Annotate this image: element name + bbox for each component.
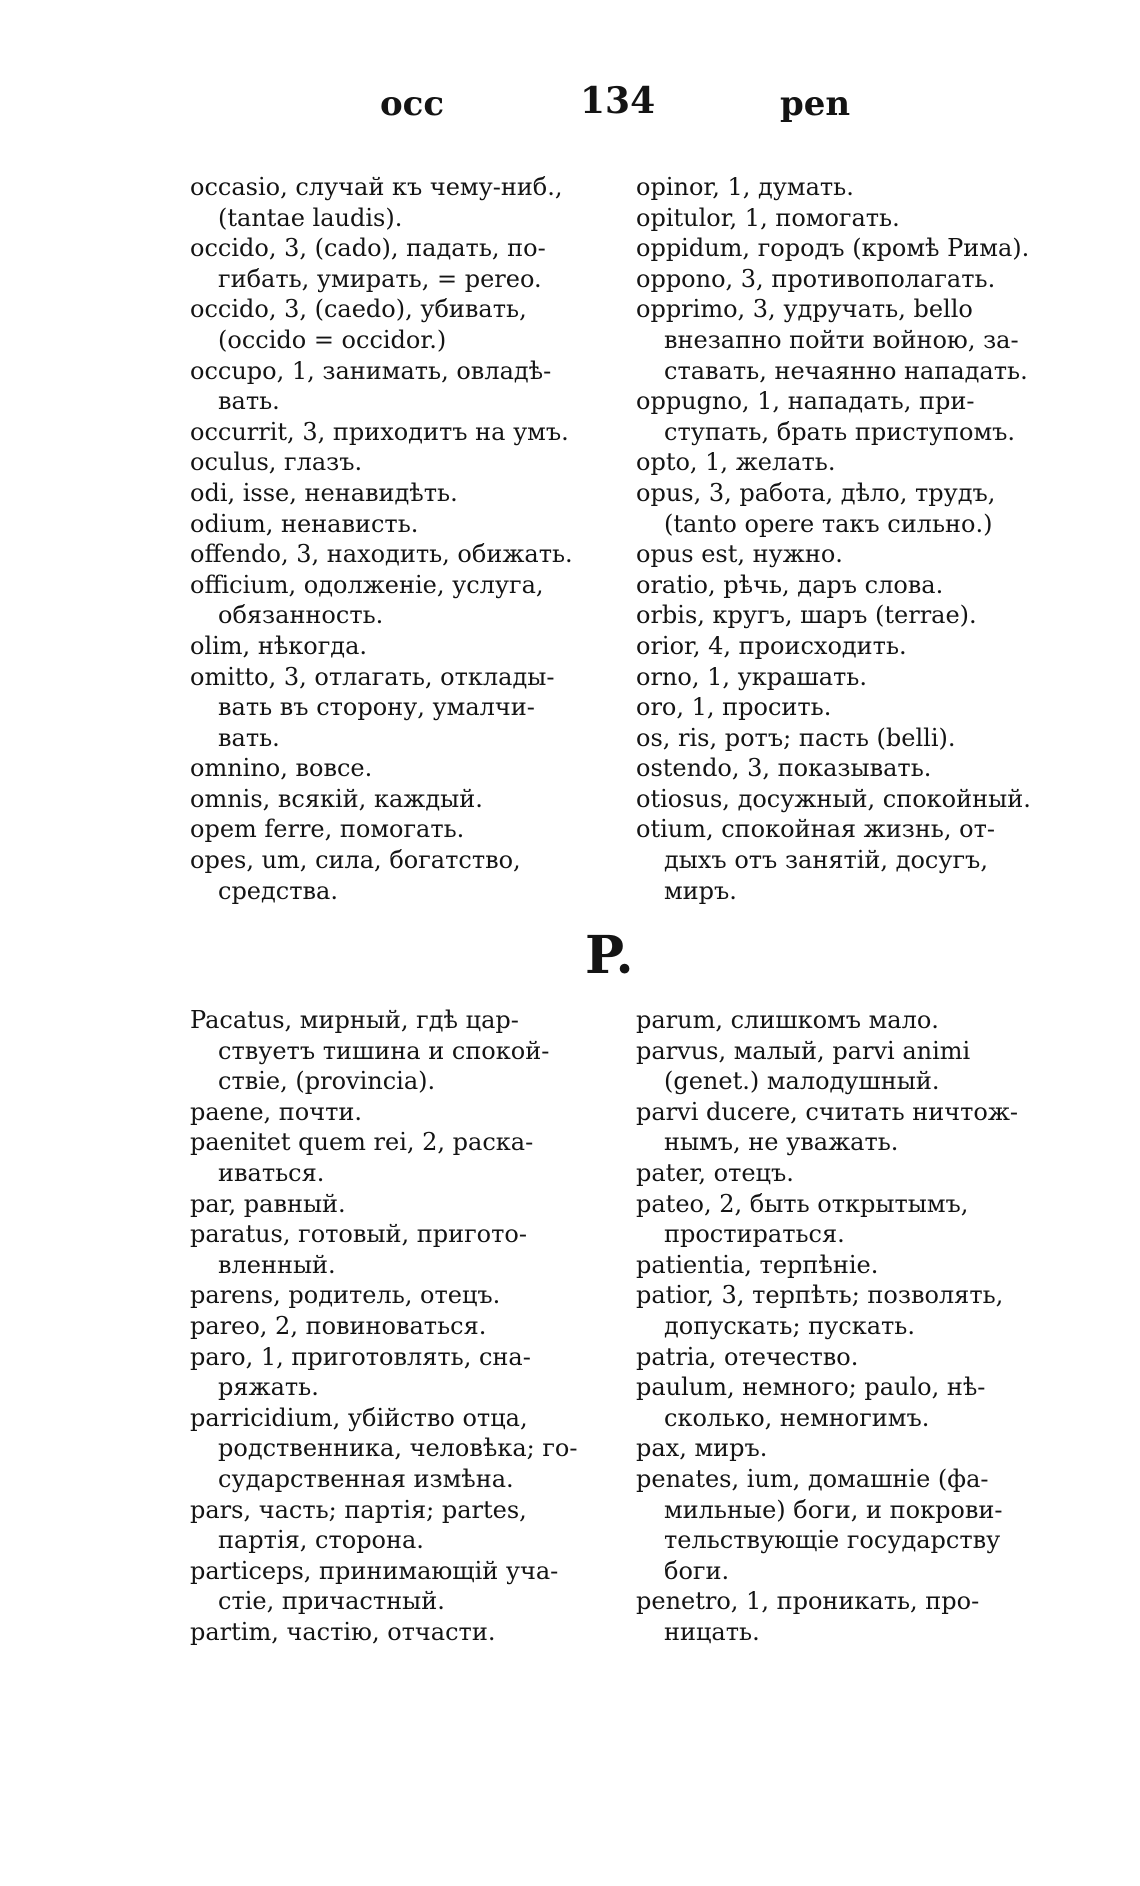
- entry-headline: omitto, 3, отлагать, отклады-: [190, 662, 555, 691]
- entry-headline: penates, ium, домашніе (фа-: [636, 1464, 989, 1493]
- column-bottom-left: [190, 1005, 595, 1647]
- entry-headline: occurrit, 3, приходитъ на умъ.: [190, 417, 569, 446]
- dictionary-entry: [190, 784, 595, 815]
- dictionary-entry: [190, 539, 595, 570]
- entry-continuation: ствіе, (provincia).: [218, 1067, 436, 1096]
- dictionary-entry: [190, 1495, 595, 1556]
- entry-headline: pars, часть; партія; partes,: [190, 1495, 527, 1524]
- entry-headline: orior, 4, происходить.: [636, 631, 907, 660]
- entry-headline: patria, отечество.: [636, 1342, 859, 1371]
- section-letter: P.: [585, 925, 634, 986]
- dictionary-entry: [636, 814, 1046, 906]
- entry-headline: oculus, глазъ.: [190, 448, 363, 477]
- entry-headline: otium, спокойная жизнь, от-: [636, 815, 995, 844]
- dictionary-entry: [190, 1342, 595, 1403]
- page-header: [0, 70, 1140, 130]
- header-right-guideword: pen: [780, 84, 851, 124]
- dictionary-entry: [190, 631, 595, 662]
- entry-headline: opto, 1, желать.: [636, 448, 836, 477]
- dictionary-entry: [636, 1280, 1046, 1341]
- entry-continuation: (occido = occidor.): [218, 325, 447, 354]
- entry-headline: occido, 3, (cado), падать, по-: [190, 234, 546, 263]
- column-top-left: [190, 172, 595, 906]
- entry-headline: opinor, 1, думать.: [636, 173, 854, 201]
- dictionary-entry: [636, 233, 1046, 264]
- dictionary-entry: [636, 478, 1046, 539]
- entry-headline: penetro, 1, проникать, про-: [636, 1587, 980, 1616]
- entry-continuation: ступать, брать приступомъ.: [664, 417, 1016, 446]
- entry-continuation: миръ.: [664, 876, 737, 905]
- entry-continuation: допускать; пускать.: [664, 1311, 915, 1340]
- entry-headline: odium, ненависть.: [190, 509, 419, 538]
- dictionary-entry: [190, 570, 595, 631]
- dictionary-entry: [636, 662, 1046, 693]
- entry-headline: particeps, принимающій уча-: [190, 1556, 559, 1585]
- dictionary-entry: [636, 1158, 1046, 1189]
- entry-headline: oppugno, 1, нападать, при-: [636, 387, 975, 416]
- entry-continuation: обязанность.: [218, 601, 384, 630]
- dictionary-entry: [636, 264, 1046, 295]
- dictionary-entry: [636, 1464, 1046, 1586]
- entry-headline: opes, um, сила, богатство,: [190, 846, 521, 875]
- dictionary-entry: [636, 631, 1046, 662]
- dictionary-entry: [636, 1372, 1046, 1433]
- entry-continuation: партія, сторона.: [218, 1526, 424, 1555]
- dictionary-entry: [636, 1586, 1046, 1647]
- entry-continuation: стіе, причастный.: [218, 1587, 445, 1616]
- entry-headline: parvi ducere, считать ничтож-: [636, 1097, 1019, 1126]
- entry-headline: Pacatus, мирный, гдѣ цар-: [190, 1006, 519, 1034]
- dictionary-entry: [636, 600, 1046, 631]
- entry-headline: paro, 1, приготовлять, сна-: [190, 1342, 531, 1371]
- entry-headline: offendo, 3, находить, обижать.: [190, 540, 573, 569]
- entry-headline: os, ris, ротъ; пасть (belli).: [636, 723, 956, 752]
- dictionary-entry: [190, 294, 595, 355]
- entry-continuation: иваться.: [218, 1158, 325, 1187]
- dictionary-entry: [636, 294, 1046, 386]
- header-left-guideword: occ: [380, 84, 445, 124]
- dictionary-entry: [636, 570, 1046, 601]
- entry-headline: paulum, немного; paulo, нѣ-: [636, 1373, 986, 1402]
- entry-continuation: вать.: [218, 387, 280, 416]
- dictionary-entry: [636, 1189, 1046, 1250]
- dictionary-entry: [190, 1617, 595, 1648]
- entry-headline: par, равный.: [190, 1189, 346, 1218]
- dictionary-entry: [190, 662, 595, 754]
- entry-headline: partim, частію, отчасти.: [190, 1617, 496, 1646]
- entry-headline: opitulor, 1, помогать.: [636, 203, 900, 232]
- dictionary-entry: [190, 1219, 595, 1280]
- entry-continuation: ницать.: [664, 1617, 760, 1646]
- dictionary-entry: [190, 845, 595, 906]
- entry-continuation: тельствующіе государству: [664, 1526, 1001, 1555]
- dictionary-entry: [190, 1189, 595, 1220]
- dictionary-entry: [190, 1097, 595, 1128]
- dictionary-entry: [190, 1556, 595, 1617]
- dictionary-entry: [190, 1127, 595, 1188]
- dictionary-entry: [190, 417, 595, 448]
- dictionary-entry: [190, 1403, 595, 1495]
- column-bottom-right: [636, 1005, 1046, 1647]
- dictionary-entry: [190, 1005, 595, 1097]
- entry-headline: omnino, вовсе.: [190, 754, 373, 783]
- dictionary-entry: [636, 1433, 1046, 1464]
- dictionary-entry: [636, 203, 1046, 234]
- entry-headline: oppono, 3, противополагать.: [636, 264, 996, 293]
- dictionary-entry: [636, 539, 1046, 570]
- entry-headline: omnis, всякій, каждый.: [190, 784, 483, 813]
- dictionary-entry: [636, 1342, 1046, 1373]
- entry-headline: pareo, 2, повиноваться.: [190, 1311, 487, 1340]
- dictionary-entry: [190, 1311, 595, 1342]
- entry-continuation: вать.: [218, 723, 280, 752]
- entry-continuation: ствуетъ тишина и спокой-: [218, 1036, 550, 1065]
- entry-headline: paenitet quem rei, 2, раска-: [190, 1128, 534, 1157]
- entry-headline: occupo, 1, занимать, овладѣ-: [190, 356, 552, 385]
- entry-continuation: нымъ, не уважать.: [664, 1128, 899, 1157]
- entry-continuation: (genet.) малодушный.: [664, 1067, 940, 1096]
- entry-continuation: ставать, нечаянно нападать.: [664, 356, 1028, 385]
- entry-continuation: простираться.: [664, 1220, 845, 1249]
- entry-continuation: родственника, человѣка; го-: [218, 1434, 578, 1463]
- entry-headline: orbis, кругъ, шаръ (terrae).: [636, 601, 977, 630]
- dictionary-entry: [636, 692, 1046, 723]
- entry-headline: parens, родитель, отецъ.: [190, 1281, 501, 1310]
- entry-headline: paene, почти.: [190, 1097, 363, 1126]
- dictionary-entry: [636, 1005, 1046, 1036]
- column-top-right: [636, 172, 1046, 906]
- entry-headline: opus, 3, работа, дѣло, трудъ,: [636, 478, 996, 507]
- entry-continuation: мильные) боги, и покрови-: [664, 1495, 1003, 1524]
- entry-headline: parricidium, убійство отца,: [190, 1403, 528, 1432]
- entry-headline: opprimo, 3, удручать, bello: [636, 295, 973, 324]
- entry-headline: odi, isse, ненавидѣть.: [190, 478, 458, 507]
- dictionary-entry: [190, 478, 595, 509]
- dictionary-entry: [190, 356, 595, 417]
- entry-continuation: боги.: [664, 1556, 730, 1585]
- entry-continuation: дыхъ отъ занятій, досугъ,: [664, 846, 988, 875]
- entry-headline: ostendo, 3, показывать.: [636, 754, 932, 783]
- dictionary-entry: [636, 447, 1046, 478]
- entry-headline: opem ferre, помогать.: [190, 815, 465, 844]
- entry-headline: oratio, рѣчь, даръ слова.: [636, 570, 944, 599]
- entry-headline: opus est, нужно.: [636, 540, 843, 569]
- dictionary-entry: [190, 753, 595, 784]
- entry-headline: otiosus, досужный, спокойный.: [636, 784, 1031, 813]
- entry-continuation: (tanto opere такъ сильно.): [664, 509, 993, 538]
- dictionary-entry: [190, 1280, 595, 1311]
- dictionary-entry: [636, 1250, 1046, 1281]
- entry-continuation: вать въ сторону, умалчи-: [218, 693, 535, 722]
- entry-headline: pater, отецъ.: [636, 1158, 794, 1187]
- dictionary-entry: [190, 814, 595, 845]
- entry-continuation: ряжать.: [218, 1373, 319, 1402]
- entry-continuation: внезапно пойти войною, за-: [664, 325, 1019, 354]
- entry-continuation: вленный.: [218, 1250, 336, 1279]
- entry-headline: oppidum, городъ (кромѣ Рима).: [636, 234, 1030, 263]
- dictionary-entry: [190, 172, 595, 233]
- entry-continuation: средства.: [218, 876, 338, 905]
- dictionary-entry: [636, 386, 1046, 447]
- entry-continuation: сколько, немногимъ.: [664, 1403, 930, 1432]
- entry-headline: paratus, готовый, пригото-: [190, 1220, 527, 1249]
- entry-headline: patientia, терпѣніе.: [636, 1250, 879, 1279]
- dictionary-entry: [636, 172, 1046, 203]
- entry-headline: parvus, малый, parvi animi: [636, 1036, 971, 1065]
- entry-headline: occasio, случай къ чему-ниб.,: [190, 173, 563, 201]
- dictionary-entry: [636, 753, 1046, 784]
- dictionary-entry: [636, 723, 1046, 754]
- entry-headline: oro, 1, просить.: [636, 693, 832, 722]
- entry-continuation: сударственная измѣна.: [218, 1464, 514, 1493]
- dictionary-entry: [636, 784, 1046, 815]
- entry-headline: orno, 1, украшать.: [636, 662, 867, 691]
- entry-headline: pax, миръ.: [636, 1434, 768, 1463]
- entry-headline: patior, 3, терпѣть; позволять,: [636, 1281, 1004, 1310]
- dictionary-entry: [636, 1036, 1046, 1097]
- entry-headline: parum, слишкомъ мало.: [636, 1006, 939, 1034]
- entry-headline: pateo, 2, быть открытымъ,: [636, 1189, 969, 1218]
- entry-headline: occido, 3, (caedo), убивать,: [190, 295, 527, 324]
- page-number: 134: [580, 80, 656, 122]
- entry-continuation: (tantae laudis).: [218, 203, 403, 232]
- entry-headline: olim, нѣкогда.: [190, 631, 368, 660]
- entry-continuation: гибать, умирать, = pereo.: [218, 264, 542, 293]
- dictionary-entry: [636, 1097, 1046, 1158]
- entry-headline: officium, одолженіе, услуга,: [190, 570, 544, 599]
- dictionary-entry: [190, 509, 595, 540]
- dictionary-entry: [190, 447, 595, 478]
- dictionary-entry: [190, 233, 595, 294]
